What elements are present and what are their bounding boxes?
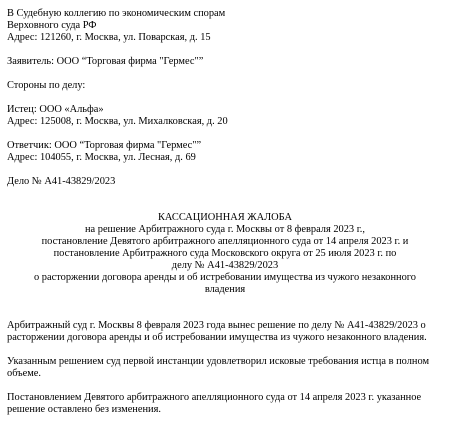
defendant-name: Ответчик: ООО “Торговая фирма "Гермес"” [7, 140, 202, 151]
body-paragraph-3-line-2: решение оставлено без изменения. [7, 404, 161, 415]
defendant-address: Адрес: 104055, г. Москва, ул. Лесная, д. 69 [7, 152, 196, 163]
addressee-line-1: В Судебную коллегию по экономическим спорам [7, 8, 226, 19]
body-paragraph-2-line-2: объеме. [7, 368, 41, 379]
applicant-line: Заявитель: ООО “Торговая фирма "Гермес"” [7, 56, 204, 67]
body-paragraph-3-line-1: Постановлением Девятого арбитражного апелляционного суда от 14 апреля 2023 г. указанное [7, 392, 422, 403]
title-subline-4: делу № А41-43829/2023 [171, 260, 279, 271]
document-title: КАССАЦИОННАЯ ЖАЛОБА [157, 212, 292, 223]
addressee-line-2: Верховного суда РФ [7, 20, 97, 31]
plaintiff-name: Истец: ООО «Альфа» [7, 104, 104, 115]
plaintiff-address: Адрес: 125008, г. Москва, ул. Михалковская, д. 20 [7, 116, 228, 127]
title-subline-1: на решение Арбитражного суда г. Москвы от 8 февраля 2023 г., [84, 224, 365, 235]
title-subline-2: постановление Девятого арбитражного апелляционного суда от 14 апреля 2023 г. и [41, 236, 409, 247]
body-paragraph-1-line-1: Арбитражный суд г. Москвы 8 февраля 2023 года вынес решение по делу № А41-43829/2023 о [7, 320, 426, 331]
body-paragraph-1-line-2: расторжении договора аренды и об истребовании имущества из чужого незаконного владения. [7, 332, 427, 343]
case-number: Дело № А41-43829/2023 [7, 176, 116, 187]
parties-heading: Стороны по делу: [7, 80, 86, 91]
title-subline-3: постановление Арбитражного суда Московского округа от 25 июля 2023 г. по [53, 248, 397, 259]
title-subline-6: владения [204, 284, 246, 295]
title-subline-5: о расторжении договора аренды и об истребовании имущества из чужого незаконного [34, 272, 416, 283]
addressee-address: Адрес: 121260, г. Москва, ул. Поварская, д. 15 [7, 32, 211, 43]
body-paragraph-2-line-1: Указанным решением суд первой инстанции удовлетворил исковые требования истца в полном [7, 356, 430, 367]
